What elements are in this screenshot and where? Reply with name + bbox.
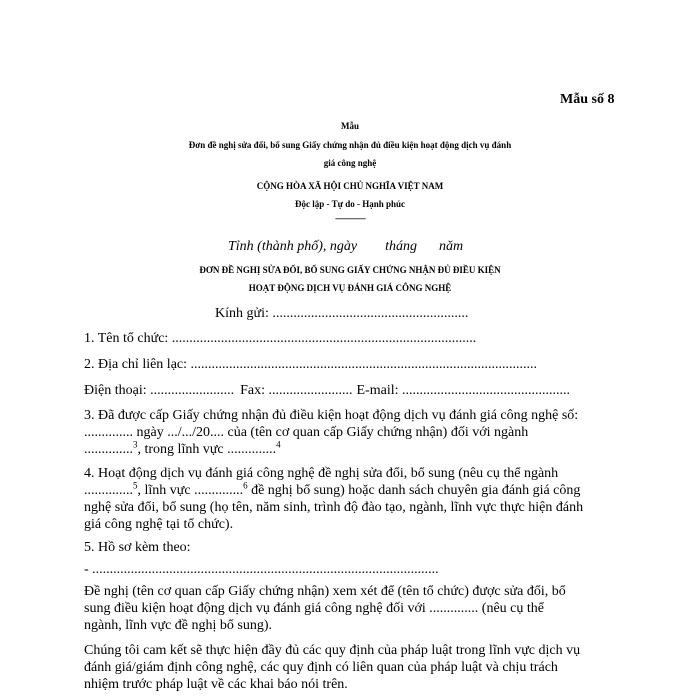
contact-row <box>84 382 570 399</box>
motto-rule: --------------- <box>335 213 365 223</box>
item3-line3a: .............. <box>84 442 133 457</box>
commitment-line2: đánh giá/giám định công nghệ, các quy định có liên quan của pháp luật và chịu trách <box>84 660 558 675</box>
footnote-ref-3: 3 <box>133 439 138 450</box>
item3-line1: 3. Đã được cấp Giấy chứng nhận đủ điều kiện hoạt động dịch vụ đánh giá công nghệ số: <box>84 408 579 423</box>
request-line1: Đề nghị (tên cơ quan cấp Giấy chứng nhận) xem xét để (tên tổ chức) được sửa đổi, bổ <box>84 584 566 599</box>
item5-heading: 5. Hồ sơ kèm theo: <box>84 540 191 555</box>
item4-line2a: .............. <box>84 483 133 498</box>
item4-line2b: , lĩnh vực .............. <box>137 483 244 498</box>
footnote-ref-6: 6 <box>243 480 248 491</box>
item4-line2 <box>84 482 580 499</box>
item4-line3: nghệ sửa đổi, bổ sung (họ tên, năm sinh, trình độ đào tạo, ngành, lĩnh vực thực hiện đánh <box>84 500 584 515</box>
footnote-ref-4: 4 <box>276 439 281 450</box>
commitment-line3: nhiệm trước pháp luật về các khai báo nói trên. <box>84 677 348 692</box>
place-date-month: tháng <box>385 239 417 254</box>
document-title-line1: ĐƠN ĐỀ NGHỊ SỬA ĐỔI, BỔ SUNG GIẤY CHỨNG NHẬN ĐỦ ĐIỀU KIỆN <box>199 265 501 275</box>
contact-address-field: 2. Địa chỉ liên lạc: ................................................................................................... <box>84 357 538 372</box>
fax-field: Fax: ........................ <box>240 383 353 398</box>
place-date <box>228 238 463 255</box>
item5-attachment-line: - ................................................................................................... <box>84 562 439 577</box>
form-number: Mẫu số 8 <box>560 92 615 107</box>
item4-line4: giá công nghệ tại tổ chức). <box>84 517 234 532</box>
document-title-line2: HOẠT ĐỘNG DỊCH VỤ ĐÁNH GIÁ CÔNG NGHỆ <box>248 283 452 293</box>
national-title: CỘNG HÒA XÃ HỘI CHỦ NGHĨA VIỆT NAM <box>256 181 444 191</box>
commitment-line1: Chúng tôi cam kết sẽ thực hiện đầy đủ các quy định của pháp luật trong lĩnh vực dịch vụ <box>84 643 581 658</box>
org-name-field: 1. Tên tổ chức: ....................................................................................... <box>84 331 477 346</box>
recipient-line: Kính gửi: ........................................................ <box>215 306 469 321</box>
place-date-place: Tỉnh (thành phố), ngày <box>228 239 358 254</box>
item3-line2: .............. ngày .../.../20.... của (tên cơ quan cấp Giấy chứng nhận) đối với ngành <box>84 425 529 440</box>
phone-field: Điện thoại: ........................ <box>84 383 235 398</box>
motto: Độc lập - Tự do - Hạnh phúc <box>294 199 405 209</box>
request-line3: ngành, lĩnh vực đề nghị bổ sung). <box>84 618 273 633</box>
footnote-ref-5: 5 <box>133 480 138 491</box>
item4-line2c: đề nghị bổ sung) hoặc danh sách chuyên gia đánh giá công <box>247 483 581 498</box>
request-line2: sung điều kiện hoạt động dịch vụ đánh giá công nghệ đối với .............. (nêu cụ thể <box>84 601 544 616</box>
item3-line3 <box>84 441 281 458</box>
email-field: E-mail: ................................................ <box>356 383 570 398</box>
place-date-year: năm <box>439 239 464 254</box>
item4-line1: 4. Hoạt động dịch vụ đánh giá công nghệ đề nghị sửa đổi, bổ sung (nêu cụ thể ngành <box>84 466 559 481</box>
form-description-line2: giá công nghệ <box>323 158 377 168</box>
form-label: Mẫu <box>341 121 359 131</box>
item3-line3b: , trong lĩnh vực .............. <box>137 442 277 457</box>
form-description-line1: Đơn đề nghị sửa đổi, bổ sung Giấy chứng nhận đủ điều kiện hoạt động dịch vụ đánh <box>188 140 512 150</box>
